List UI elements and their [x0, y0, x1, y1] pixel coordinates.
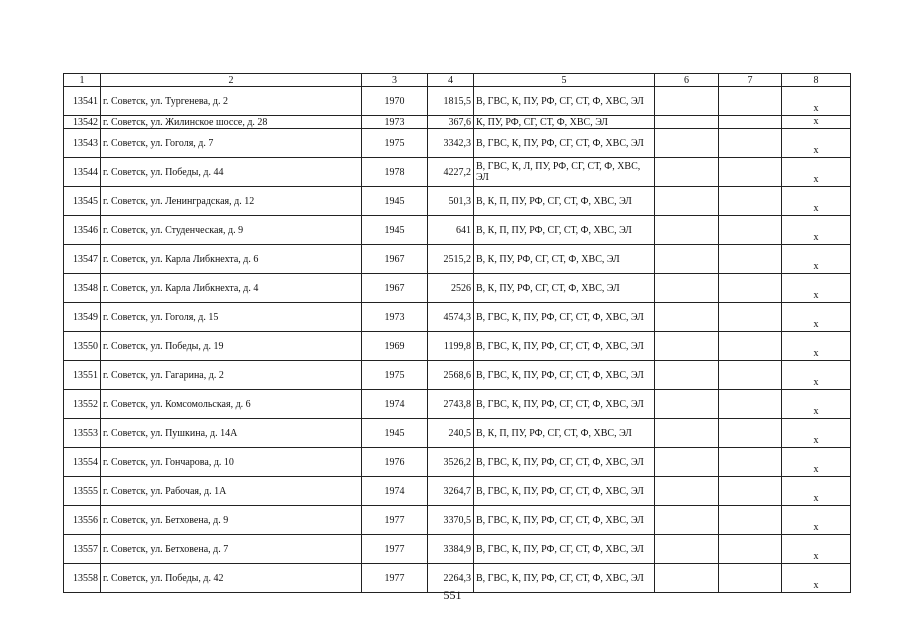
- equipment-cell: В, ГВС, К, ПУ, РФ, СГ, СТ, Ф, ХВС, ЭЛ: [474, 448, 655, 477]
- equipment-cell: В, ГВС, К, ПУ, РФ, СГ, СТ, Ф, ХВС, ЭЛ: [474, 506, 655, 535]
- row-number-cell: 13555: [64, 477, 101, 506]
- column-7-cell: [719, 332, 782, 361]
- address-cell: г. Советск, ул. Гоголя, д. 7: [101, 129, 362, 158]
- table-row: [64, 274, 851, 303]
- area-cell: 501,3: [428, 187, 474, 216]
- column-7-cell: [719, 274, 782, 303]
- area-cell: 3384,9: [428, 535, 474, 564]
- equipment-cell: В, К, ПУ, РФ, СГ, СТ, Ф, ХВС, ЭЛ: [474, 274, 655, 303]
- address-cell: г. Советск, ул. Карла Либкнехта, д. 6: [101, 245, 362, 274]
- row-number-cell: 13541: [64, 87, 101, 116]
- column-7-cell: [719, 245, 782, 274]
- address-cell: г. Советск, ул. Студенческая, д. 9: [101, 216, 362, 245]
- table-row: [64, 361, 851, 390]
- column-6-cell: [655, 129, 719, 158]
- address-cell: г. Советск, ул. Тургенева, д. 2: [101, 87, 362, 116]
- header-row: [64, 74, 851, 87]
- header-cell-2: 2: [101, 74, 362, 87]
- area-cell: 3342,3: [428, 129, 474, 158]
- year-cell: 1945: [362, 216, 428, 245]
- table-row: [64, 187, 851, 216]
- column-8-mark-cell: x: [782, 564, 851, 593]
- column-6-cell: [655, 477, 719, 506]
- column-7-cell: [719, 535, 782, 564]
- area-cell: 2526: [428, 274, 474, 303]
- header-cell-4: 4: [428, 74, 474, 87]
- column-8-mark-cell: x: [782, 303, 851, 332]
- table-row: [64, 116, 851, 129]
- year-cell: 1967: [362, 245, 428, 274]
- column-7-cell: [719, 390, 782, 419]
- column-8-mark-cell: x: [782, 535, 851, 564]
- column-8-mark-cell: x: [782, 361, 851, 390]
- row-number-cell: 13557: [64, 535, 101, 564]
- row-number-cell: 13544: [64, 158, 101, 187]
- column-8-mark-cell: x: [782, 390, 851, 419]
- equipment-cell: В, ГВС, К, ПУ, РФ, СГ, СТ, Ф, ХВС, ЭЛ: [474, 535, 655, 564]
- area-cell: 3264,7: [428, 477, 474, 506]
- year-cell: 1976: [362, 448, 428, 477]
- table-row: [64, 535, 851, 564]
- column-8-mark-cell: x: [782, 87, 851, 116]
- year-cell: 1977: [362, 564, 428, 593]
- column-8-mark-cell: x: [782, 506, 851, 535]
- year-cell: 1977: [362, 506, 428, 535]
- area-cell: 3370,5: [428, 506, 474, 535]
- year-cell: 1967: [362, 274, 428, 303]
- row-number-cell: 13550: [64, 332, 101, 361]
- year-cell: 1978: [362, 158, 428, 187]
- area-cell: 240,5: [428, 419, 474, 448]
- address-cell: г. Советск, ул. Жилинское шоссе, д. 28: [101, 116, 362, 129]
- column-7-cell: [719, 129, 782, 158]
- equipment-cell: В, ГВС, К, ПУ, РФ, СГ, СТ, Ф, ХВС, ЭЛ: [474, 332, 655, 361]
- table-row: [64, 158, 851, 187]
- table-body: [64, 87, 851, 593]
- column-7-cell: [719, 419, 782, 448]
- address-cell: г. Советск, ул. Победы, д. 19: [101, 332, 362, 361]
- area-cell: 367,6: [428, 116, 474, 129]
- column-6-cell: [655, 216, 719, 245]
- table-row: [64, 390, 851, 419]
- area-cell: 2515,2: [428, 245, 474, 274]
- column-8-mark-cell: x: [782, 158, 851, 187]
- table-row: [64, 245, 851, 274]
- registry-table: [63, 73, 851, 593]
- year-cell: 1975: [362, 129, 428, 158]
- table-row: [64, 506, 851, 535]
- row-number-cell: 13554: [64, 448, 101, 477]
- area-cell: 4227,2: [428, 158, 474, 187]
- table-row: [64, 332, 851, 361]
- table-row: [64, 216, 851, 245]
- equipment-cell: В, ГВС, К, ПУ, РФ, СГ, СТ, Ф, ХВС, ЭЛ: [474, 129, 655, 158]
- address-cell: г. Советск, ул. Рабочая, д. 1А: [101, 477, 362, 506]
- column-8-mark-cell: x: [782, 448, 851, 477]
- row-number-cell: 13549: [64, 303, 101, 332]
- table-row: [64, 448, 851, 477]
- address-cell: г. Советск, ул. Гагарина, д. 2: [101, 361, 362, 390]
- column-6-cell: [655, 158, 719, 187]
- column-6-cell: [655, 535, 719, 564]
- equipment-cell: К, ПУ, РФ, СГ, СТ, Ф, ХВС, ЭЛ: [474, 116, 655, 129]
- table-row: [64, 419, 851, 448]
- address-cell: г. Советск, ул. Ленинградская, д. 12: [101, 187, 362, 216]
- address-cell: г. Советск, ул. Бетховена, д. 9: [101, 506, 362, 535]
- header-cell-6: 6: [655, 74, 719, 87]
- equipment-cell: В, ГВС, К, ПУ, РФ, СГ, СТ, Ф, ХВС, ЭЛ: [474, 390, 655, 419]
- address-cell: г. Советск, ул. Гончарова, д. 10: [101, 448, 362, 477]
- column-7-cell: [719, 448, 782, 477]
- column-6-cell: [655, 506, 719, 535]
- equipment-cell: В, К, ПУ, РФ, СГ, СТ, Ф, ХВС, ЭЛ: [474, 245, 655, 274]
- header-cell-3: 3: [362, 74, 428, 87]
- column-8-mark-cell: x: [782, 332, 851, 361]
- area-cell: 641: [428, 216, 474, 245]
- column-8-mark-cell: x: [782, 419, 851, 448]
- year-cell: 1977: [362, 535, 428, 564]
- column-7-cell: [719, 477, 782, 506]
- column-6-cell: [655, 87, 719, 116]
- equipment-cell: В, ГВС, К, ПУ, РФ, СГ, СТ, Ф, ХВС, ЭЛ: [474, 477, 655, 506]
- column-6-cell: [655, 274, 719, 303]
- address-cell: г. Советск, ул. Пушкина, д. 14А: [101, 419, 362, 448]
- year-cell: 1975: [362, 361, 428, 390]
- row-number-cell: 13552: [64, 390, 101, 419]
- column-6-cell: [655, 303, 719, 332]
- column-7-cell: [719, 87, 782, 116]
- header-cell-8: 8: [782, 74, 851, 87]
- year-cell: 1945: [362, 187, 428, 216]
- year-cell: 1969: [362, 332, 428, 361]
- year-cell: 1970: [362, 87, 428, 116]
- column-8-mark-cell: x: [782, 274, 851, 303]
- area-cell: 4574,3: [428, 303, 474, 332]
- row-number-cell: 13558: [64, 564, 101, 593]
- address-cell: г. Советск, ул. Гоголя, д. 15: [101, 303, 362, 332]
- year-cell: 1974: [362, 390, 428, 419]
- area-cell: 2743,8: [428, 390, 474, 419]
- column-7-cell: [719, 303, 782, 332]
- table-row: [64, 129, 851, 158]
- column-8-mark-cell: x: [782, 129, 851, 158]
- area-cell: 1815,5: [428, 87, 474, 116]
- column-7-cell: [719, 158, 782, 187]
- equipment-cell: В, ГВС, К, ПУ, РФ, СГ, СТ, Ф, ХВС, ЭЛ: [474, 564, 655, 593]
- header-cell-1: 1: [64, 74, 101, 87]
- area-cell: 2568,6: [428, 361, 474, 390]
- column-8-mark-cell: x: [782, 477, 851, 506]
- year-cell: 1974: [362, 477, 428, 506]
- equipment-cell: В, К, П, ПУ, РФ, СГ, СТ, Ф, ХВС, ЭЛ: [474, 187, 655, 216]
- address-cell: г. Советск, ул. Карла Либкнехта, д. 4: [101, 274, 362, 303]
- column-7-cell: [719, 187, 782, 216]
- column-8-mark-cell: x: [782, 187, 851, 216]
- area-cell: 1199,8: [428, 332, 474, 361]
- row-number-cell: 13543: [64, 129, 101, 158]
- row-number-cell: 13553: [64, 419, 101, 448]
- address-cell: г. Советск, ул. Победы, д. 42: [101, 564, 362, 593]
- equipment-cell: В, ГВС, К, ПУ, РФ, СГ, СТ, Ф, ХВС, ЭЛ: [474, 361, 655, 390]
- column-6-cell: [655, 390, 719, 419]
- column-6-cell: [655, 187, 719, 216]
- column-6-cell: [655, 332, 719, 361]
- table-row: [64, 303, 851, 332]
- header-cell-7: 7: [719, 74, 782, 87]
- column-7-cell: [719, 116, 782, 129]
- table-row: [64, 477, 851, 506]
- column-8-mark-cell: x: [782, 245, 851, 274]
- equipment-cell: В, ГВС, К, ПУ, РФ, СГ, СТ, Ф, ХВС, ЭЛ: [474, 87, 655, 116]
- row-number-cell: 13542: [64, 116, 101, 129]
- column-7-cell: [719, 216, 782, 245]
- header-cell-5: 5: [474, 74, 655, 87]
- column-6-cell: [655, 116, 719, 129]
- equipment-cell: В, ГВС, К, Л, ПУ, РФ, СГ, СТ, Ф, ХВС, ЭЛ: [474, 158, 655, 187]
- row-number-cell: 13551: [64, 361, 101, 390]
- column-7-cell: [719, 506, 782, 535]
- page-number: 551: [443, 588, 462, 602]
- area-cell: 2264,3: [428, 564, 474, 593]
- address-cell: г. Советск, ул. Победы, д. 44: [101, 158, 362, 187]
- column-6-cell: [655, 361, 719, 390]
- column-7-cell: [719, 361, 782, 390]
- row-number-cell: 13556: [64, 506, 101, 535]
- year-cell: 1973: [362, 116, 428, 129]
- row-number-cell: 13546: [64, 216, 101, 245]
- area-cell: 3526,2: [428, 448, 474, 477]
- row-number-cell: 13548: [64, 274, 101, 303]
- row-number-cell: 13547: [64, 245, 101, 274]
- table-row: [64, 87, 851, 116]
- equipment-cell: В, К, П, ПУ, РФ, СГ, СТ, Ф, ХВС, ЭЛ: [474, 419, 655, 448]
- year-cell: 1945: [362, 419, 428, 448]
- column-6-cell: [655, 419, 719, 448]
- address-cell: г. Советск, ул. Бетховена, д. 7: [101, 535, 362, 564]
- year-cell: 1973: [362, 303, 428, 332]
- row-number-cell: 13545: [64, 187, 101, 216]
- column-6-cell: [655, 245, 719, 274]
- equipment-cell: В, К, П, ПУ, РФ, СГ, СТ, Ф, ХВС, ЭЛ: [474, 216, 655, 245]
- address-cell: г. Советск, ул. Комсомольская, д. 6: [101, 390, 362, 419]
- equipment-cell: В, ГВС, К, ПУ, РФ, СГ, СТ, Ф, ХВС, ЭЛ: [474, 303, 655, 332]
- column-8-mark-cell: x: [782, 116, 851, 129]
- column-8-mark-cell: x: [782, 216, 851, 245]
- column-6-cell: [655, 448, 719, 477]
